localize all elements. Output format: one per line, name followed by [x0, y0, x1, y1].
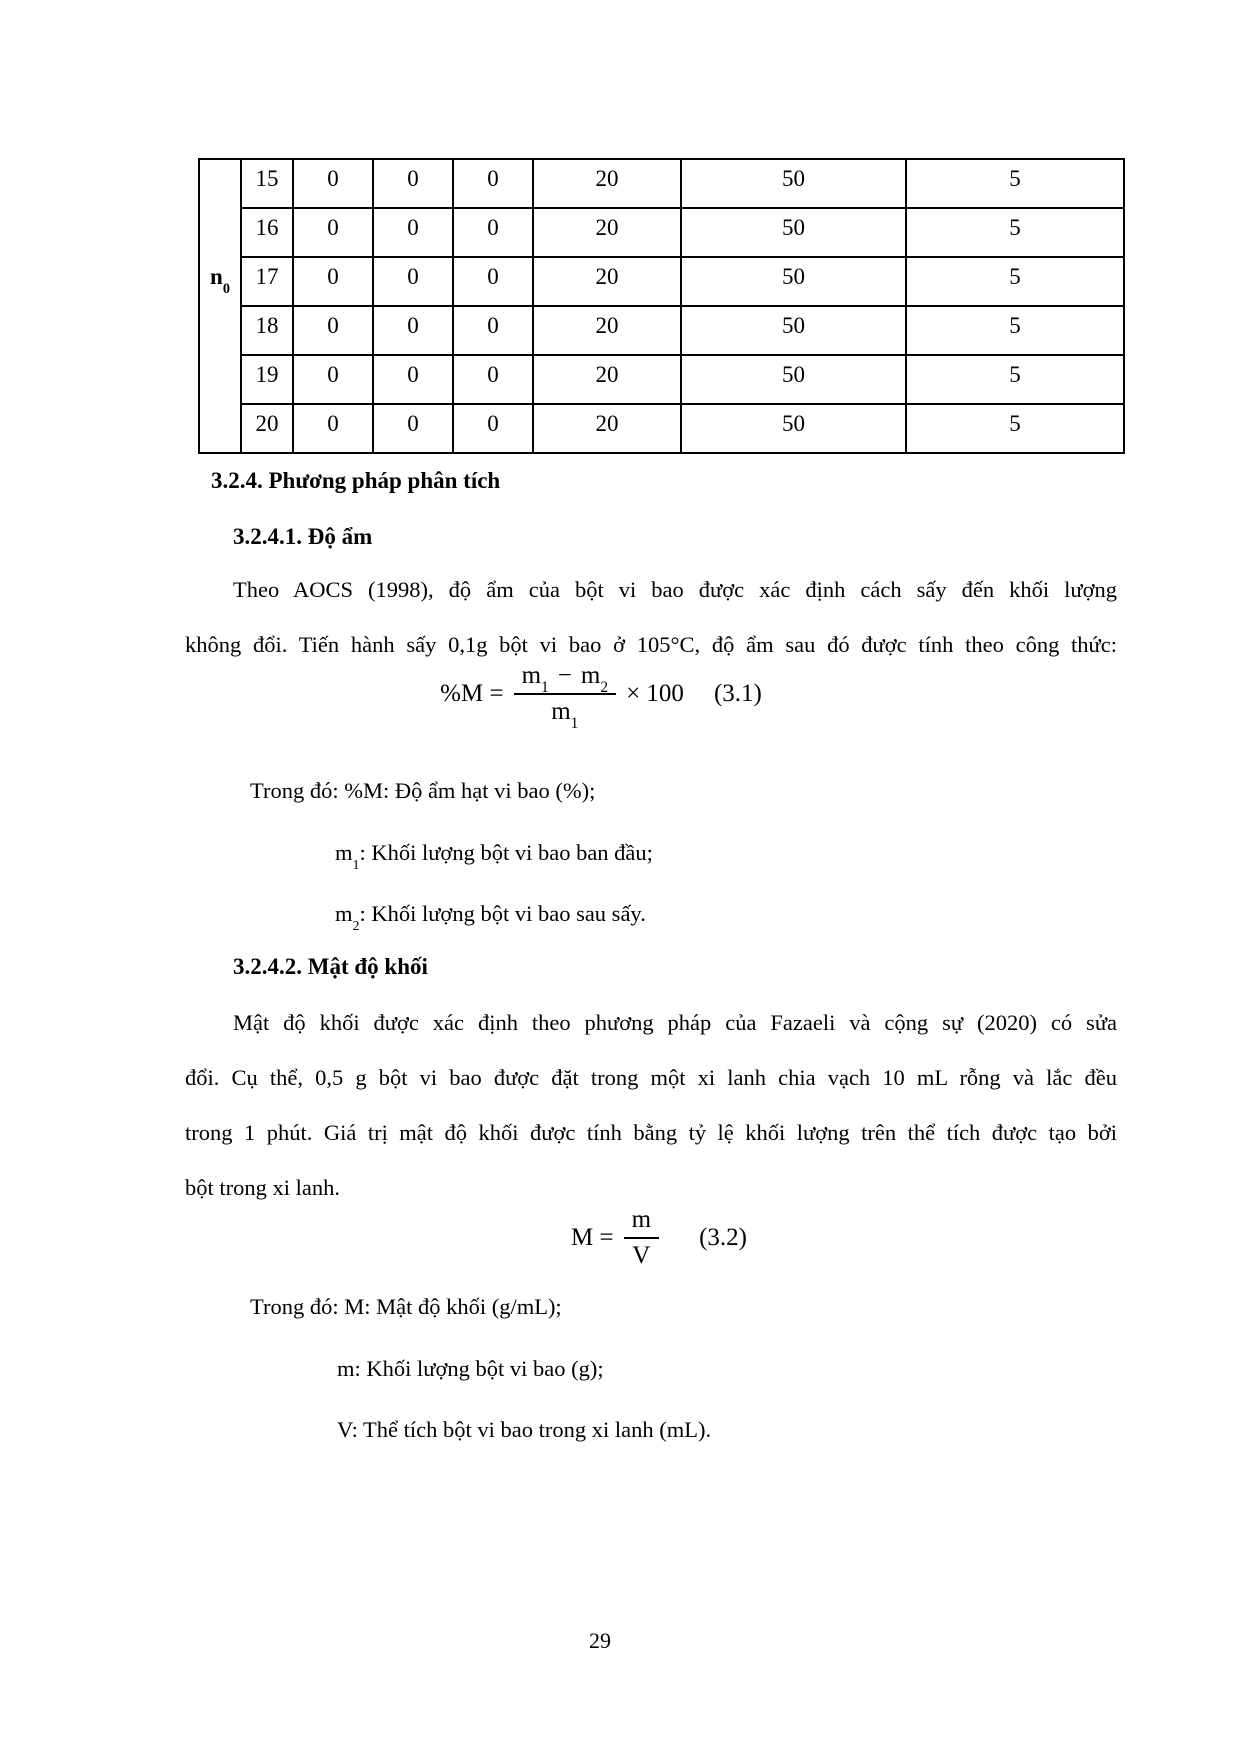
text-line: không đổi. Tiến hành sấy 0,1g bột vi bao ở 105°C, độ ẩm sau đó được tính theo công thức:: [185, 632, 1117, 657]
table-cell: 0: [453, 208, 533, 257]
table-cell: 0: [373, 404, 453, 453]
table-cell: 0: [293, 257, 373, 306]
text-line: bột trong xi lanh.: [185, 1175, 340, 1200]
table-cell: 0: [453, 355, 533, 404]
definition-m1: [185, 840, 1240, 873]
table-cell: 0: [373, 306, 453, 355]
table-cell: 18: [241, 306, 293, 355]
table-cell: 20: [533, 404, 681, 453]
table-cell: 0: [453, 306, 533, 355]
where-clause-bulk-density: Trong đó: M: Mật độ khối (g/mL);: [250, 1294, 562, 1319]
table-cell: 17: [241, 257, 293, 306]
row-group-label: [199, 159, 241, 453]
definition-text: : Khối lượng bột vi bao sau sấy.: [359, 901, 646, 926]
table-cell: 5: [906, 159, 1124, 208]
table-cell: 5: [906, 208, 1124, 257]
table-cell: 19: [241, 355, 293, 404]
table-row: [199, 404, 1124, 453]
table-cell: 0: [293, 355, 373, 404]
table-cell: 0: [453, 159, 533, 208]
symbol-m2: $m_2$: [335, 901, 360, 934]
paragraph-moisture: [185, 562, 1117, 672]
symbol-m1-subscript: 1: [570, 715, 579, 733]
symbol-m2-base: m: [580, 662, 601, 689]
table-cell: 50: [681, 306, 906, 355]
table-row: [199, 306, 1124, 355]
table-cell: 0: [373, 159, 453, 208]
table-cell: 0: [373, 257, 453, 306]
table-cell: 0: [293, 159, 373, 208]
definition-text: : Khối lượng bột vi bao ban đầu;: [359, 840, 653, 865]
where-clause-moisture: Trong đó: %M: Độ ẩm hạt vi bao (%);: [250, 778, 596, 803]
table-cell: 16: [241, 208, 293, 257]
symbol-m2-subscript: 2: [600, 679, 609, 697]
table-cell: 50: [681, 257, 906, 306]
formula-3-1: [135, 662, 1067, 733]
table-cell: 5: [906, 355, 1124, 404]
table-cell: 50: [681, 404, 906, 453]
formula-3-2: [193, 1206, 1125, 1270]
fraction-numerator: [514, 662, 617, 695]
table-cell: 50: [681, 208, 906, 257]
text-line: đổi. Cụ thể, 0,5 g bột vi bao được đặt trong một xi lanh chia vạch 10 mL rỗng và lắc đều: [185, 1065, 1117, 1090]
definition-m2: [185, 901, 1240, 934]
table-cell: 20: [533, 355, 681, 404]
table-cell: 0: [373, 355, 453, 404]
formula-lhs: %M =: [440, 680, 504, 707]
table-cell: 5: [906, 257, 1124, 306]
fraction-denominator: [551, 695, 579, 733]
table-cell: 20: [241, 404, 293, 453]
table-cell: 20: [533, 208, 681, 257]
definition-v: V: Thể tích bột vi bao trong xi lanh (mL).: [337, 1417, 712, 1442]
minus-sign: −: [557, 662, 572, 689]
table-cell: 0: [453, 404, 533, 453]
formula-lhs: M =: [571, 1224, 614, 1251]
text-line: trong 1 phút. Giá trị mật độ khối được tính bằng tỷ lệ khối lượng trên thể tích được tạo bởi: [185, 1120, 1117, 1145]
table-row: [199, 257, 1124, 306]
table-row: [199, 159, 1124, 208]
table-cell: 0: [293, 208, 373, 257]
heading-3-2-4-2: 3.2.4.2. Mật độ khối: [233, 954, 428, 979]
table-cell: 15: [241, 159, 293, 208]
text-line: Mật độ khối được xác định theo phương pháp của Fazaeli và cộng sự (2020) có sửa: [233, 1010, 1117, 1035]
page-number: 29: [589, 1628, 611, 1653]
table-cell: 5: [906, 306, 1124, 355]
heading-3-2-4-1: 3.2.4.1. Độ ẩm: [233, 524, 373, 549]
symbol-m1: $m_1$: [335, 840, 360, 873]
table-cell: 20: [533, 257, 681, 306]
equation-number: (3.2): [699, 1224, 747, 1251]
label-base: n: [210, 264, 223, 289]
symbol-m1-base: m: [521, 662, 542, 689]
formulation-table: [198, 158, 1125, 454]
table-cell: 0: [293, 306, 373, 355]
table-cell: 50: [681, 355, 906, 404]
fraction: [514, 662, 617, 733]
row-group-label-text: [210, 264, 230, 297]
table-row: [199, 355, 1124, 404]
table-cell: 50: [681, 159, 906, 208]
table-cell: 0: [373, 208, 453, 257]
text-line: Theo AOCS (1998), độ ẩm của bột vi bao được xác định cách sấy đến khối lượng: [233, 577, 1117, 602]
heading-3-2-4: 3.2.4. Phương pháp phân tích: [211, 468, 501, 493]
table-row: [199, 208, 1124, 257]
table-cell: 0: [453, 257, 533, 306]
definition-m: m: Khối lượng bột vi bao (g);: [337, 1356, 604, 1381]
table-cell: 0: [293, 404, 373, 453]
paragraph-bulk-density: [185, 995, 1117, 1215]
table-cell: 20: [533, 306, 681, 355]
label-subscript: 0: [222, 280, 230, 297]
fraction-numerator: m: [624, 1206, 659, 1239]
symbol-m1-subscript: 1: [541, 679, 549, 697]
symbol-m1-base: m: [551, 698, 571, 725]
formula-rhs: × 100: [626, 680, 684, 707]
equation-number: (3.1): [713, 680, 762, 707]
table-cell: 20: [533, 159, 681, 208]
fraction-denominator: V: [632, 1242, 651, 1269]
fraction: [624, 1206, 659, 1270]
table-cell: 5: [906, 404, 1124, 453]
